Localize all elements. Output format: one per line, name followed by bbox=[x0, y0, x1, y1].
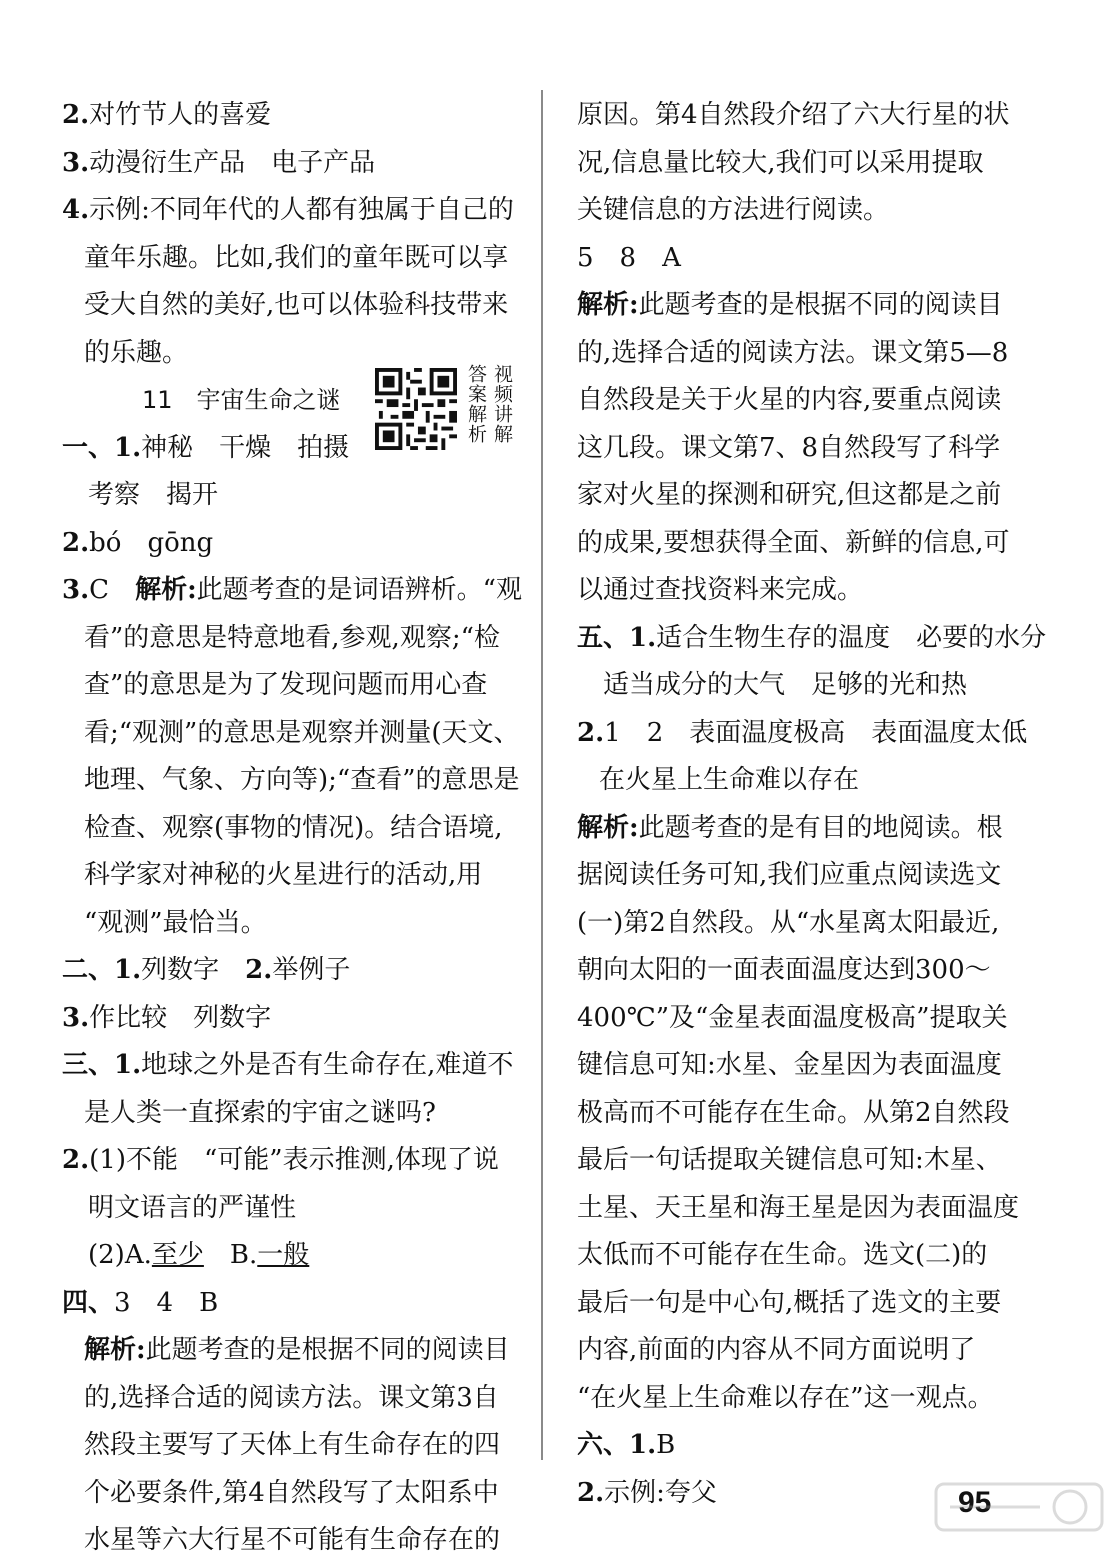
answer-line bbox=[62, 567, 532, 615]
answer-line bbox=[577, 947, 1042, 995]
answer-text: 看;“观测”的意思是观察并测量(天文、 bbox=[84, 717, 520, 748]
answer-text: 水星等六大行星不可能有生命存在的 bbox=[84, 1525, 501, 1555]
answer-line bbox=[62, 1375, 532, 1423]
answer-text: 的,选择合适的阅读方法。课文第3自 bbox=[84, 1382, 499, 1413]
answer-line bbox=[62, 92, 532, 140]
answer-line bbox=[577, 330, 1042, 378]
answer-line bbox=[577, 1042, 1042, 1090]
answer-text: 况,信息量比较大,我们可以采用提取 bbox=[577, 147, 984, 178]
answer-line bbox=[577, 1280, 1042, 1328]
answer-text: 朝向太阳的一面表面温度达到300～ bbox=[577, 955, 991, 985]
answer-text: 然段主要写了天体上有生命存在的四 bbox=[84, 1430, 501, 1460]
item-number: 四、 bbox=[62, 1287, 115, 1318]
answer-text: 举例子 bbox=[272, 955, 351, 985]
item-number: 一、1. bbox=[62, 432, 142, 463]
answer-line bbox=[577, 187, 1042, 235]
answer-line bbox=[577, 425, 1042, 473]
answer-text: 此题考查的是根据不同的阅读目 bbox=[638, 290, 1003, 320]
answer-text: B bbox=[656, 1430, 676, 1460]
answer-line bbox=[62, 757, 532, 805]
answer-line bbox=[577, 520, 1042, 568]
analysis-label: 解析: bbox=[577, 290, 639, 320]
item-number: 六、1. bbox=[577, 1430, 657, 1460]
answer-line bbox=[62, 710, 532, 758]
answer-text: 童年乐趣。比如,我们的童年既可以享 bbox=[84, 242, 509, 273]
answer-text: 适合生物生存的温度 必要的水分 bbox=[656, 622, 1047, 653]
answer-line bbox=[577, 1137, 1042, 1185]
answer-text: bó gōng bbox=[89, 527, 214, 558]
page-number: 95 bbox=[958, 1486, 992, 1519]
answer-text: 看”的意思是特意地看,参观,观察;“检 bbox=[84, 622, 500, 653]
answer-text: 最后一句话提取关键信息可知:木星、 bbox=[577, 1145, 1002, 1175]
item-number: 二、1. bbox=[62, 955, 142, 985]
answer-text: (2)A. bbox=[88, 1240, 152, 1270]
answer-text: 适当成分的大气 足够的光和热 bbox=[603, 670, 968, 700]
item-number: 2. bbox=[62, 100, 90, 130]
answer-line bbox=[62, 1042, 532, 1090]
answer-line bbox=[62, 805, 532, 853]
answer-line bbox=[577, 377, 1042, 425]
answer-text: 查”的意思是为了发现问题而用心查 bbox=[84, 670, 488, 700]
answer-line bbox=[62, 1185, 532, 1233]
answer-line bbox=[62, 947, 532, 995]
answer-text: 受大自然的美好,也可以体验科技带来 bbox=[84, 290, 509, 320]
answer-text: 明文语言的严谨性 bbox=[88, 1192, 297, 1223]
answer-line bbox=[62, 1470, 532, 1518]
answer-line bbox=[62, 995, 532, 1043]
answer-text: 的乐趣。 bbox=[84, 337, 189, 368]
answer-line bbox=[577, 1232, 1042, 1280]
answer-text: 据阅读任务可知,我们应重点阅读选文 bbox=[577, 860, 1002, 890]
answer-text: 列数字 bbox=[141, 955, 246, 985]
item-number: 3. bbox=[62, 1002, 90, 1033]
answer-line bbox=[62, 282, 532, 330]
answer-line bbox=[62, 1232, 532, 1280]
answer-text: 此题考查的是词语辨析。“观 bbox=[196, 575, 522, 605]
analysis-label: 解析: bbox=[84, 1335, 146, 1365]
answer-text: (1)不能 “可能”表示推测,体现了说 bbox=[89, 1145, 499, 1175]
answer-text: 最后一句是中心句,概括了选文的主要 bbox=[577, 1287, 1002, 1318]
qr-caption-answer: 答案解析 bbox=[465, 364, 487, 444]
answer-text: 地球之外是否有生命存在,难道不 bbox=[141, 1050, 514, 1080]
answer-line bbox=[62, 1327, 532, 1375]
item-number: 2. bbox=[577, 717, 605, 748]
answer-text: 示例:不同年代的人都有独属于自己的 bbox=[89, 195, 514, 225]
underlined-answer: 一般 bbox=[257, 1240, 310, 1270]
answer-line bbox=[577, 1327, 1042, 1375]
item-number: 2. bbox=[62, 1145, 90, 1175]
answer-text: 此题考查的是根据不同的阅读目 bbox=[145, 1335, 510, 1365]
answer-text: 在火星上生命难以存在 bbox=[599, 765, 860, 795]
answer-text: 个必要条件,第4自然段写了太阳系中 bbox=[84, 1477, 499, 1508]
left-column bbox=[62, 92, 532, 1565]
item-number: 4. bbox=[62, 195, 90, 225]
analysis-label: 解析: bbox=[577, 812, 639, 843]
answer-line bbox=[62, 662, 532, 710]
answer-text: 这几段。课文第7、8自然段写了科学 bbox=[577, 432, 1001, 463]
answer-text: 以通过查找资料来完成。 bbox=[577, 575, 864, 605]
answer-text: 神秘 干燥 拍摄 bbox=[141, 432, 350, 463]
answer-line bbox=[577, 900, 1042, 948]
answer-line bbox=[577, 710, 1042, 758]
section-title: 11 宇宙生命之谜 bbox=[142, 386, 341, 414]
answer-line bbox=[62, 1090, 532, 1138]
answer-text: 土星、天王星和海王星是因为表面温度 bbox=[577, 1192, 1020, 1223]
answer-line bbox=[577, 282, 1042, 330]
answer-text: “在火星上生命难以存在”这一观点。 bbox=[577, 1382, 994, 1413]
answer-line bbox=[62, 472, 532, 520]
answer-line bbox=[577, 852, 1042, 900]
qr-code[interactable] bbox=[375, 368, 457, 450]
qr-caption-video: 视频讲解 bbox=[491, 364, 513, 444]
answer-line bbox=[577, 140, 1042, 188]
answer-text: 考察 揭开 bbox=[88, 480, 219, 510]
answer-text: 键信息可知:水星、金星因为表面温度 bbox=[577, 1050, 1002, 1080]
answer-line bbox=[577, 615, 1047, 663]
answer-text: 检查、观察(事物的情况)。结合语境, bbox=[84, 812, 503, 843]
answer-text: 内容,前面的内容从不同方面说明了 bbox=[577, 1335, 976, 1365]
answer-text: 示例:夸父 bbox=[604, 1477, 717, 1508]
item-number: 2. bbox=[577, 1477, 605, 1508]
underlined-answer: 至少 bbox=[151, 1240, 204, 1270]
item-number: 3. bbox=[62, 147, 90, 178]
item-number: 2. bbox=[245, 955, 273, 985]
answer-line bbox=[62, 1517, 532, 1565]
answer-text: 家对火星的探测和研究,但这都是之前 bbox=[577, 480, 1002, 510]
answer-text: B. bbox=[203, 1240, 258, 1270]
column-divider bbox=[541, 90, 543, 1460]
answer-text: 400℃”及“金星表面温度极高”提取关 bbox=[577, 1002, 1008, 1033]
answer-line bbox=[577, 1375, 1042, 1423]
answer-text: 3 4 B bbox=[114, 1287, 219, 1318]
answer-text: 的,选择合适的阅读方法。课文第5—8 bbox=[577, 337, 1009, 368]
answer-text: C bbox=[89, 575, 136, 605]
answer-line bbox=[62, 900, 532, 948]
answer-line bbox=[577, 1185, 1042, 1233]
answer-line bbox=[62, 852, 532, 900]
qr-code-icon bbox=[375, 368, 457, 450]
item-number: 三、1. bbox=[62, 1050, 142, 1080]
answer-line bbox=[62, 1137, 532, 1185]
answer-line bbox=[62, 140, 532, 188]
answer-text: 此题考查的是有目的地阅读。根 bbox=[638, 812, 1003, 843]
answer-text: (一)第2自然段。从“水星离太阳最近, bbox=[577, 907, 1000, 938]
answer-line bbox=[62, 235, 532, 283]
answer-text: 5 8 A bbox=[577, 242, 681, 273]
answer-text: 的成果,要想获得全面、新鲜的信息,可 bbox=[577, 527, 1010, 558]
answer-line bbox=[577, 1090, 1042, 1138]
answer-line bbox=[577, 995, 1042, 1043]
item-number: 五、1. bbox=[577, 622, 657, 653]
answer-line bbox=[577, 1422, 1042, 1470]
item-number: 3. bbox=[62, 575, 90, 605]
answer-line bbox=[577, 805, 1042, 853]
answer-line bbox=[577, 235, 1042, 283]
answer-line bbox=[62, 1422, 532, 1470]
analysis-label: 解析: bbox=[135, 575, 197, 605]
answer-line bbox=[577, 757, 1042, 805]
item-number: 2. bbox=[62, 527, 90, 558]
answer-text: 1 2 表面温度极高 表面温度太低 bbox=[604, 717, 1028, 748]
answer-text: 动漫衍生产品 电子产品 bbox=[89, 147, 376, 178]
answer-text: 关键信息的方法进行阅读。 bbox=[577, 195, 890, 225]
answer-line bbox=[62, 615, 532, 663]
answer-text: 自然段是关于火星的内容,要重点阅读 bbox=[577, 385, 1002, 415]
answer-line bbox=[577, 567, 1042, 615]
answer-text: 极高而不可能存在生命。从第2自然段 bbox=[577, 1097, 1010, 1128]
answer-line bbox=[62, 520, 532, 568]
qr-caption bbox=[461, 364, 513, 456]
answer-text: “观测”最恰当。 bbox=[84, 907, 267, 938]
answer-text: 原因。第4自然段介绍了六大行星的状 bbox=[577, 100, 1010, 130]
answer-text: 对竹节人的喜爱 bbox=[89, 100, 272, 130]
answer-line bbox=[577, 92, 1042, 140]
answer-text: 太低而不可能存在生命。选文(二)的 bbox=[577, 1240, 988, 1270]
watermark-logo-icon bbox=[920, 1480, 1106, 1534]
right-column bbox=[577, 92, 1047, 1517]
answer-line bbox=[62, 187, 532, 235]
answer-text: 作比较 列数字 bbox=[89, 1002, 272, 1033]
answer-line bbox=[577, 662, 1042, 710]
answer-text: 地理、气象、方向等);“查看”的意思是 bbox=[84, 765, 520, 795]
answer-text: 科学家对神秘的火星进行的活动,用 bbox=[84, 860, 483, 890]
answer-line bbox=[62, 1280, 532, 1328]
answer-line bbox=[577, 472, 1042, 520]
answer-text: 是人类一直探索的宇宙之谜吗? bbox=[84, 1097, 436, 1128]
